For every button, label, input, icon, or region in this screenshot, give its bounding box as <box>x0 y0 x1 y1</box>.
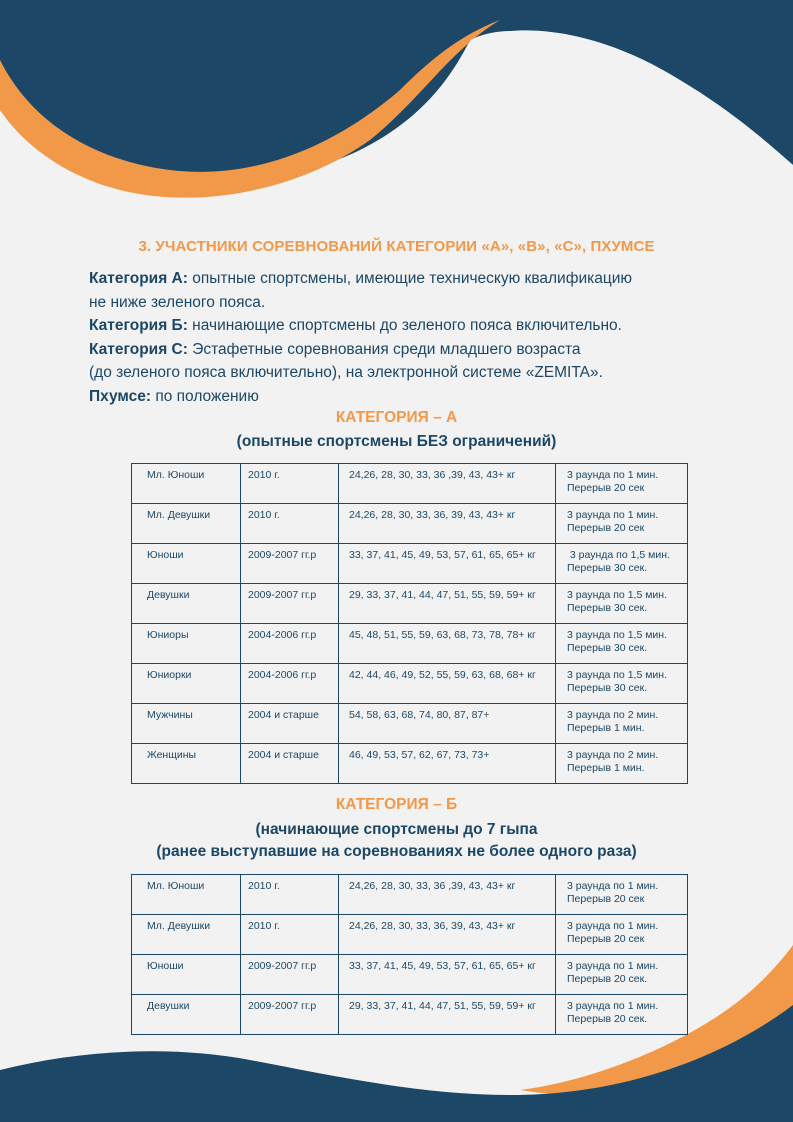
years-cell: 2010 г. <box>241 875 339 915</box>
table-row <box>132 664 688 704</box>
break-text: Перерыв 20 сек. <box>567 973 648 985</box>
rounds-text: 3 раунда по 1,5 мин. <box>567 629 668 641</box>
intro-line: (до зеленого пояса включительно), на электронной системе «ZEMITA». <box>89 364 603 381</box>
table-row <box>132 544 688 584</box>
intro-text <box>89 267 729 408</box>
rounds-text: 3 раунда по 1,5 мин. <box>567 669 668 681</box>
break-text: Перерыв 20 сек <box>567 482 645 494</box>
years-cell: 2004-2006 гг.р <box>241 664 339 704</box>
category-b-subtitle-2: (ранее выступавшие на соревнованиях не более одного раза) <box>156 843 637 860</box>
table-row <box>132 915 688 955</box>
table-row <box>132 955 688 995</box>
table-row <box>132 995 688 1035</box>
category-a-title: КАТЕГОРИЯ – А <box>335 409 458 426</box>
rounds-text: 3 раунда по 1 мин. <box>567 920 659 932</box>
table-row <box>132 464 688 504</box>
break-text: Перерыв 1 мин. <box>567 762 645 774</box>
weights-cell: 29, 33, 37, 41, 44, 47, 51, 55, 59, 59+ кг <box>339 995 556 1035</box>
group-cell: Девушки <box>132 995 241 1035</box>
table-row <box>132 875 688 915</box>
group-cell: Мужчины <box>132 704 241 744</box>
weights-cell: 54, 58, 63, 68, 74, 80, 87, 87+ <box>339 704 556 744</box>
years-cell: 2010 г. <box>241 464 339 504</box>
group-cell: Мл. Девушки <box>132 915 241 955</box>
intro-line: не ниже зеленого пояса. <box>89 293 266 311</box>
rounds-text: 3 раунда по 2 мин. <box>567 749 659 761</box>
years-cell: 2009-2007 гг.р <box>241 995 339 1035</box>
rounds-text: 3 раунда по 2 мин. <box>567 709 659 721</box>
rounds-text: 3 раунда по 1 мин. <box>567 880 659 892</box>
category-b-subtitle-1: (начинающие спортсмены до 7 гыпа <box>255 821 538 838</box>
group-cell: Девушки <box>132 584 241 624</box>
group-cell: Юниорки <box>132 664 241 704</box>
rounds-cell <box>556 955 688 995</box>
group-cell: Юниоры <box>132 624 241 664</box>
rounds-cell <box>556 995 688 1035</box>
table-row <box>132 504 688 544</box>
years-cell: 2009-2007 гг.р <box>241 955 339 995</box>
rounds-cell <box>556 704 688 744</box>
rounds-cell <box>556 544 688 584</box>
category-a-table <box>131 463 688 784</box>
rounds-text: 3 раунда по 1,5 мин. <box>567 589 668 601</box>
table-row <box>132 704 688 744</box>
years-cell: 2004 и старше <box>241 704 339 744</box>
rounds-cell <box>556 744 688 784</box>
rounds-text: 3 раунда по 1,5 мин. <box>567 549 670 561</box>
group-cell: Мл. Юноши <box>132 464 241 504</box>
intro-line: Категория С: Эстафетные соревнования среди младшего возраста <box>89 340 581 358</box>
break-text: Перерыв 30 сек. <box>567 562 648 574</box>
weights-cell: 24,26, 28, 30, 33, 36 ,39, 43, 43+ кг <box>339 464 556 504</box>
rounds-cell <box>556 875 688 915</box>
break-text: Перерыв 1 мин. <box>567 722 645 734</box>
weights-cell: 46, 49, 53, 57, 62, 67, 73, 73+ <box>339 744 556 784</box>
years-cell: 2010 г. <box>241 504 339 544</box>
intro-line: Категория А: опытные спортсмены, имеющие техническую квалификацию <box>89 270 633 287</box>
rounds-cell <box>556 504 688 544</box>
group-cell: Юноши <box>132 544 241 584</box>
years-cell: 2004-2006 гг.р <box>241 624 339 664</box>
rounds-cell <box>556 624 688 664</box>
category-b-title: КАТЕГОРИЯ – Б <box>335 796 458 813</box>
rounds-cell <box>556 664 688 704</box>
weights-cell: 24,26, 28, 30, 33, 36, 39, 43, 43+ кг <box>339 504 556 544</box>
years-cell: 2009-2007 гг.р <box>241 584 339 624</box>
weights-cell: 45, 48, 51, 55, 59, 63, 68, 73, 78, 78+ кг <box>339 624 556 664</box>
table-row <box>132 624 688 664</box>
rounds-cell <box>556 584 688 624</box>
weights-cell: 33, 37, 41, 45, 49, 53, 57, 61, 65, 65+ кг <box>339 955 556 995</box>
category-a-subtitle: (опытные спортсмены БЕЗ ограничений) <box>236 433 557 450</box>
rounds-text: 3 раунда по 1 мин. <box>567 509 659 521</box>
rounds-text: 3 раунда по 1 мин. <box>567 960 659 972</box>
rounds-text: 3 раунда по 1 мин. <box>567 1000 659 1012</box>
group-cell: Юноши <box>132 955 241 995</box>
group-cell: Мл. Девушки <box>132 504 241 544</box>
years-cell: 2010 г. <box>241 915 339 955</box>
break-text: Перерыв 20 сек <box>567 933 645 945</box>
break-text: Перерыв 20 сек <box>567 893 645 905</box>
table-row <box>132 744 688 784</box>
break-text: Перерыв 20 сек. <box>567 1013 648 1025</box>
group-cell: Мл. Юноши <box>132 875 241 915</box>
section-title: 3. УЧАСТНИКИ СОРЕВНОВАНИЙ КАТЕГОРИИ «А», «В», «С», ПХУМСЕ <box>138 238 655 255</box>
weights-cell: 29, 33, 37, 41, 44, 47, 51, 55, 59, 59+ кг <box>339 584 556 624</box>
intro-line: Категория Б: начинающие спортсмены до зеленого пояса включительно. <box>89 317 622 334</box>
weights-cell: 42, 44, 46, 49, 52, 55, 59, 63, 68, 68+ кг <box>339 664 556 704</box>
category-b-table <box>131 874 688 1035</box>
break-text: Перерыв 30 сек. <box>567 602 648 614</box>
table-row <box>132 584 688 624</box>
break-text: Перерыв 30 сек. <box>567 642 648 654</box>
rounds-cell <box>556 464 688 504</box>
years-cell: 2009-2007 гг.р <box>241 544 339 584</box>
weights-cell: 33, 37, 41, 45, 49, 53, 57, 61, 65, 65+ кг <box>339 544 556 584</box>
weights-cell: 24,26, 28, 30, 33, 36 ,39, 43, 43+ кг <box>339 875 556 915</box>
weights-cell: 24,26, 28, 30, 33, 36, 39, 43, 43+ кг <box>339 915 556 955</box>
years-cell: 2004 и старше <box>241 744 339 784</box>
intro-line: Пхумсе: по положению <box>89 387 259 405</box>
rounds-cell <box>556 915 688 955</box>
group-cell: Женщины <box>132 744 241 784</box>
rounds-text: 3 раунда по 1 мин. <box>567 469 659 481</box>
break-text: Перерыв 30 сек. <box>567 682 648 694</box>
break-text: Перерыв 20 сек <box>567 522 645 534</box>
